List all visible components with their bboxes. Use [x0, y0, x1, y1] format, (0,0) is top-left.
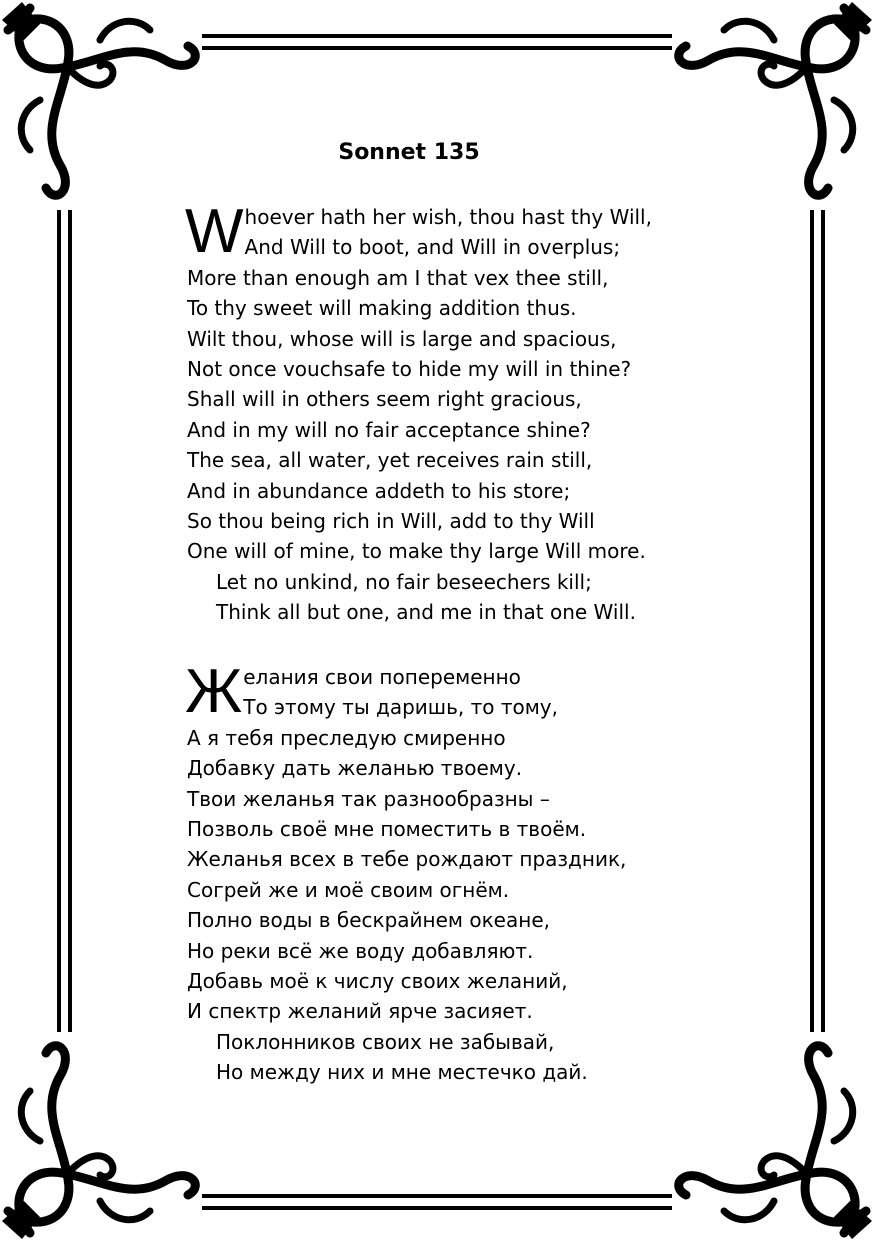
corner-ornament-bottom-left — [2, 1046, 195, 1239]
drop-cap: Ж — [185, 657, 243, 726]
couplet-line: Поклонников своих не забывай, — [216, 1029, 555, 1054]
poem-line: Shall will in others seem right gracious, — [187, 387, 582, 412]
poem-line: Но реки всё же воду добавляют. — [187, 938, 534, 963]
border-line-bottom — [202, 1196, 672, 1208]
poem-line: Желанья всех в тебе рождают праздник, — [187, 847, 627, 872]
poem-line: А я тебя преследую смиренно — [187, 725, 506, 750]
poem-line: hoever hath her wish, thou hast thy Will, — [244, 205, 652, 229]
corner-ornament-top-right — [679, 2, 872, 195]
poem-line: And Will to boot, and Will in overplus; — [244, 235, 621, 260]
poem-line: And in my will no fair acceptance shine? — [187, 417, 591, 442]
poem-line: Согрей же и моё своим огнём. — [187, 877, 510, 902]
corner-ornament-bottom-right — [679, 1046, 872, 1239]
poem-line: Добавку дать желанью твоему. — [187, 756, 523, 781]
poem-line: The sea, all water, yet receives rain still, — [187, 448, 593, 473]
poem-line: Позволь своё мне поместить в твоём. — [187, 816, 587, 841]
poem-line: И спектр желаний ярче засияет. — [187, 999, 533, 1024]
poem-line: One will of mine, to make thy large Will more. — [187, 539, 646, 564]
russian-translation — [185, 657, 707, 1087]
couplet-line: Think all but one, and me in that one Will. — [216, 600, 636, 625]
border-line-top — [202, 36, 672, 48]
couplet-line: Но между них и мне местечко дай. — [216, 1060, 588, 1085]
poem-line: Твои желанья так разнообразны – — [187, 786, 550, 811]
page-title: Sonnet 135 — [338, 140, 480, 165]
poem-line: Добавь моё к числу своих желаний, — [187, 968, 568, 993]
poem-line: Полно воды в бескрайнем океане, — [187, 908, 550, 933]
poem-line: Not once vouchsafe to hide my will in thine? — [187, 356, 632, 381]
corner-ornament-top-left — [2, 2, 195, 195]
couplet-line: Let no unkind, no fair beseechers kill; — [216, 569, 592, 594]
drop-cap: W — [185, 197, 244, 266]
border-line-right — [812, 210, 823, 1032]
poem-line: More than enough am I that vex thee still, — [187, 265, 609, 290]
poem-line: То этому ты даришь, то тому, — [243, 695, 558, 720]
poem-line: To thy sweet will making addition thus. — [187, 296, 577, 321]
poem-line: So thou being rich in Will, add to thy Will — [187, 508, 595, 533]
border-line-left — [59, 210, 70, 1032]
poem-line: елания свои попеременно — [243, 665, 521, 689]
poem-line: Wilt thou, whose will is large and spacious, — [187, 326, 617, 351]
poem-line: And in abundance addeth to his store; — [187, 478, 571, 503]
english-sonnet — [185, 197, 707, 627]
